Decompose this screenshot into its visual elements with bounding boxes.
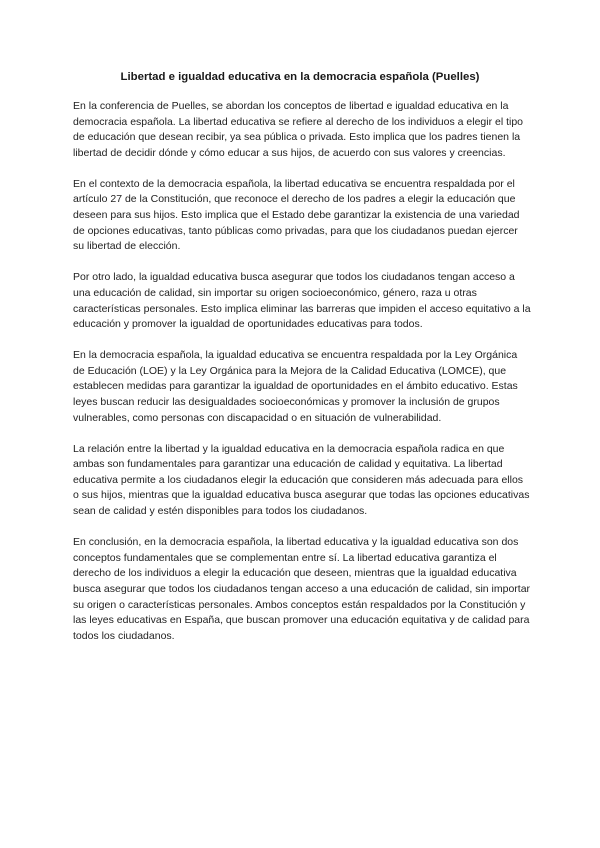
paragraph-1: En la conferencia de Puelles, se abordan los conceptos de libertad e igualdad educativa en la democracia española. La libertad educativa se refiere al derecho de los individuos a elegir el tipo de educación que desean recibir, ya sea pública o privada. Esto implica que los padres tienen la libertad de decidir dónde y cómo educar a sus hijos, de acuerdo con sus valores y creencias. [73,100,524,159]
paragraph-3: Por otro lado, la igualdad educativa busca asegurar que todos los ciudadanos tengan acceso a una educación de calidad, sin importar su origen socioeconómico, género, raza u otras características personales. Esto implica eliminar las barreras que impiden el acceso equitativo a la educación y promover la igualdad de oportunidades educativas para todos. [73,271,531,331]
document-title: Libertad e igualdad educativa en la democracia española (Puelles) [120,71,480,83]
paragraph-4: En la democracia española, la igualdad educativa se encuentra respaldada por la Ley Orgánica de Educación (LOE) y la Ley Orgánica para la Mejora de la Calidad Educativa (LOMCE), que establecen medidas para garantizar la igualdad de oportunidades en el ámbito educativo. Estas leyes buscan reducir las desigualdades socioeconómicas y promover la inclusión de grupos vulnerables, como personas con discapacidad o en situación de vulnerabilidad. [73,349,518,424]
paragraph-5: La relación entre la libertad y la igualdad educativa en la democracia española radica en que ambas son fundamentales para garantizar una educación de calidad y equitativa. La libertad educativa permite a los ciudadanos elegir la educación que consideren más adecuada para ellos o sus hijos, mientras que la igualdad educativa busca asegurar que todas las opciones educativas sean de calidad y estén disponibles para todos los ciudadanos. [73,442,530,518]
document-body [73,99,531,660]
paragraph-2: En el contexto de la democracia española, la libertad educativa se encuentra respaldada por el artículo 27 de la Constitución, que reconoce el derecho de los padres a elegir la educación que deseen para sus hijos. Esto implica que el Estado debe garantizar la existencia de una variedad de opciones educativas, tanto públicas como privadas, para que los ciudadanos puedan ejercer su libertad de elección. [73,177,520,253]
paragraph-6: En conclusión, en la democracia española, la libertad educativa y la igualdad educativa son dos conceptos fundamentales que se complementan entre sí. La libertad educativa garantiza el derecho de los individuos a elegir la educación que deseen, mientras que la igualdad educativa busca asegurar que todos los ciudadanos tengan acceso a una educación de calidad, sin importar su origen o características personales. Ambos conceptos están respaldados por la Constitución y las leyes educativas en España, que buscan promover una educación equitativa y de calidad para todos los ciudadanos. [73,536,531,642]
